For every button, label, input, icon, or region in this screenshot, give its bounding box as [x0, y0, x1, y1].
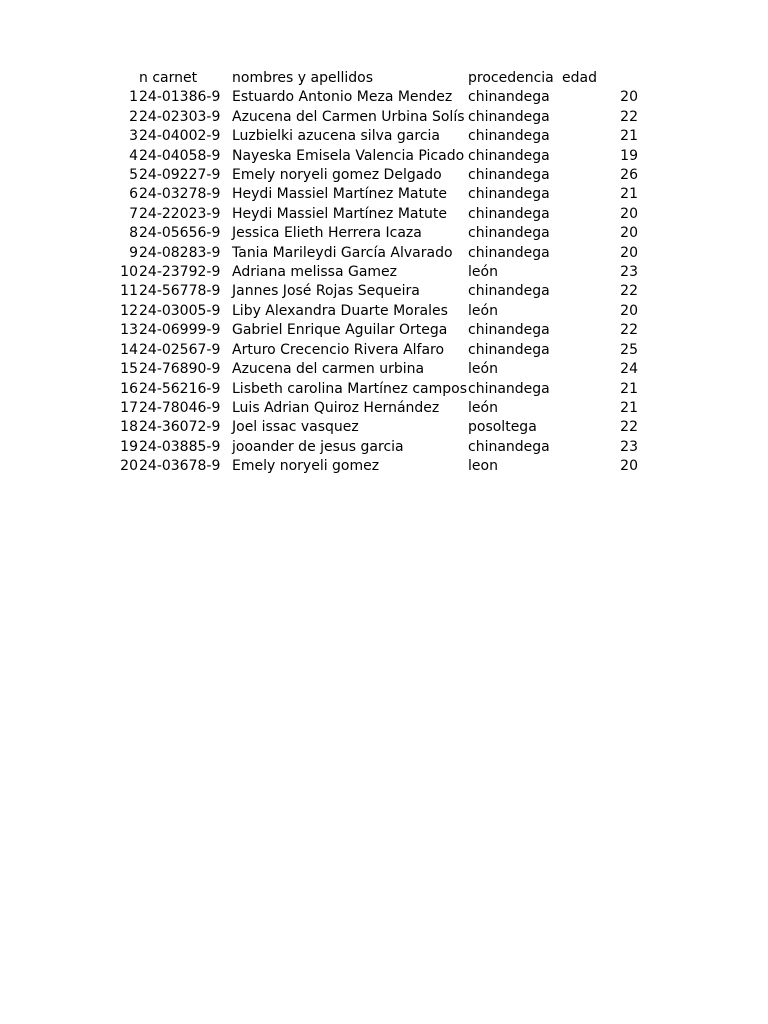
procedencia-cell: chinandega [468, 283, 550, 300]
row-number: 15 [120, 361, 138, 378]
row-number: 10 [120, 264, 138, 281]
row-number: 8 [129, 225, 138, 242]
row-number: 12 [120, 302, 138, 319]
header-n-carnet [116, 69, 232, 88]
carnet-cell: 24-05656-9 [139, 225, 221, 242]
row-number: 20 [120, 458, 138, 475]
table-row [116, 302, 638, 321]
carnet-cell: 24-06999-9 [139, 322, 221, 339]
carnet-cell: 24-23792-9 [139, 264, 221, 281]
header-edad: edad [562, 70, 597, 86]
name-cell: Heydi Massiel Martínez Matute [232, 205, 447, 222]
procedencia-cell: chinandega [468, 108, 550, 125]
name-cell: Gabriel Enrique Aguilar Ortega [232, 322, 448, 339]
name-cell: Estuardo Antonio Meza Mendez [232, 89, 453, 106]
name-cell: Azucena del Carmen Urbina Solís [232, 108, 465, 125]
table-row [116, 88, 638, 107]
edad-cell: 21 [620, 186, 638, 203]
carnet-cell: 24-04002-9 [139, 128, 221, 145]
header-nombres: nombres y apellidos [232, 70, 373, 86]
row-number: 3 [129, 128, 138, 145]
edad-cell: 26 [620, 167, 638, 184]
row-number: 1 [129, 89, 138, 106]
name-cell: Emely noryeli gomez [232, 458, 380, 475]
edad-cell: 22 [620, 322, 638, 339]
carnet-cell: 24-04058-9 [139, 147, 221, 164]
procedencia-cell: chinandega [468, 89, 550, 106]
name-cell: Azucena del carmen urbina [232, 361, 425, 378]
edad-cell: 22 [620, 419, 638, 436]
carnet-cell: 24-22023-9 [139, 205, 221, 222]
table-row [116, 166, 638, 185]
name-cell: Adriana melissa Gamez [232, 264, 398, 281]
procedencia-cell: chinandega [468, 128, 550, 145]
carnet-cell: 24-09227-9 [139, 167, 221, 184]
procedencia-cell: chinandega [468, 186, 550, 203]
edad-cell: 20 [620, 244, 638, 261]
edad-cell: 20 [620, 302, 638, 319]
procedencia-cell: chinandega [468, 205, 550, 222]
row-number: 16 [120, 380, 138, 397]
row-number: 11 [120, 283, 138, 300]
procedencia-cell: león [468, 361, 498, 378]
carnet-cell: 24-76890-9 [139, 361, 221, 378]
procedencia-cell: chinandega [468, 147, 550, 164]
carnet-cell: 24-02303-9 [139, 108, 221, 125]
name-cell: Liby Alexandra Duarte Morales [232, 302, 448, 319]
header-procedencia: procedencia [468, 70, 554, 86]
table-header-row [116, 69, 638, 88]
row-number: 17 [120, 399, 138, 416]
table-row [116, 418, 638, 437]
table-row [116, 147, 638, 166]
name-cell: jooander de jesus garcia [232, 438, 404, 455]
carnet-cell: 24-01386-9 [139, 89, 221, 106]
edad-cell: 20 [620, 205, 638, 222]
edad-cell: 20 [620, 225, 638, 242]
name-cell: Heydi Massiel Martínez Matute [232, 186, 447, 203]
table-row [116, 438, 638, 457]
table-row [116, 282, 638, 301]
table-row [116, 360, 638, 379]
edad-cell: 23 [620, 264, 638, 281]
carnet-cell: 24-03885-9 [139, 438, 221, 455]
edad-cell: 21 [620, 128, 638, 145]
edad-cell: 21 [620, 399, 638, 416]
table-body [116, 88, 638, 476]
row-number: 7 [129, 205, 138, 222]
procedencia-cell: león [468, 264, 498, 281]
name-cell: Luzbielki azucena silva garcia [232, 128, 440, 145]
name-cell: Tania Marileydi García Alvarado [232, 244, 453, 261]
procedencia-cell: chinandega [468, 244, 550, 261]
row-number: 4 [129, 147, 138, 164]
edad-cell: 20 [620, 458, 638, 475]
row-number: 9 [129, 244, 138, 261]
row-number: 5 [129, 167, 138, 184]
procedencia-cell: chinandega [468, 322, 550, 339]
name-cell: Luis Adrian Quiroz Hernández [232, 399, 440, 416]
table-row [116, 380, 638, 399]
carnet-cell: 24-56216-9 [139, 380, 221, 397]
procedencia-cell: chinandega [468, 167, 550, 184]
carnet-cell: 24-08283-9 [139, 244, 221, 261]
carnet-cell: 24-78046-9 [139, 399, 221, 416]
student-table [116, 69, 638, 477]
procedencia-cell: león [468, 302, 498, 319]
edad-cell: 20 [620, 89, 638, 106]
carnet-cell: 24-02567-9 [139, 341, 221, 358]
carnet-cell: 24-03678-9 [139, 458, 221, 475]
row-number: 14 [120, 341, 138, 358]
edad-cell: 23 [620, 438, 638, 455]
carnet-cell: 24-56778-9 [139, 283, 221, 300]
row-number: 19 [120, 438, 138, 455]
edad-cell: 22 [620, 108, 638, 125]
table-row [116, 457, 638, 476]
edad-cell: 24 [620, 361, 638, 378]
name-cell: Jannes José Rojas Sequeira [232, 283, 420, 300]
table-row [116, 263, 638, 282]
name-cell: Lisbeth carolina Martínez campos [232, 380, 468, 397]
procedencia-cell: chinandega [468, 225, 550, 242]
procedencia-cell: chinandega [468, 438, 550, 455]
name-cell: Arturo Crecencio Rivera Alfaro [232, 341, 445, 358]
edad-cell: 19 [620, 147, 638, 164]
name-cell: Joel issac vasquez [232, 419, 359, 436]
table-row [116, 321, 638, 340]
row-number: 18 [120, 419, 138, 436]
student-list-sheet [116, 69, 638, 477]
header-n-carnet-label: n carnet [139, 70, 198, 86]
procedencia-cell: leon [468, 458, 498, 475]
edad-cell: 22 [620, 283, 638, 300]
name-cell: Nayeska Emisela Valencia Picado [232, 147, 465, 164]
table-row [116, 108, 638, 127]
procedencia-cell: león [468, 399, 498, 416]
carnet-cell: 24-36072-9 [139, 419, 221, 436]
table-row [116, 205, 638, 224]
carnet-cell: 24-03005-9 [139, 302, 221, 319]
name-cell: Jessica Elieth Herrera Icaza [232, 225, 422, 242]
procedencia-cell: chinandega [468, 341, 550, 358]
table-row [116, 185, 638, 204]
procedencia-cell: chinandega [468, 380, 550, 397]
table-row [116, 224, 638, 243]
table-row [116, 127, 638, 146]
row-number: 6 [129, 186, 138, 203]
table-row [116, 244, 638, 263]
procedencia-cell: posoltega [468, 419, 537, 436]
edad-cell: 21 [620, 380, 638, 397]
carnet-cell: 24-03278-9 [139, 186, 221, 203]
row-number: 2 [129, 108, 138, 125]
table-row [116, 399, 638, 418]
row-number: 13 [120, 322, 138, 339]
table-row [116, 341, 638, 360]
name-cell: Emely noryeli gomez Delgado [232, 167, 442, 184]
edad-cell: 25 [620, 341, 638, 358]
